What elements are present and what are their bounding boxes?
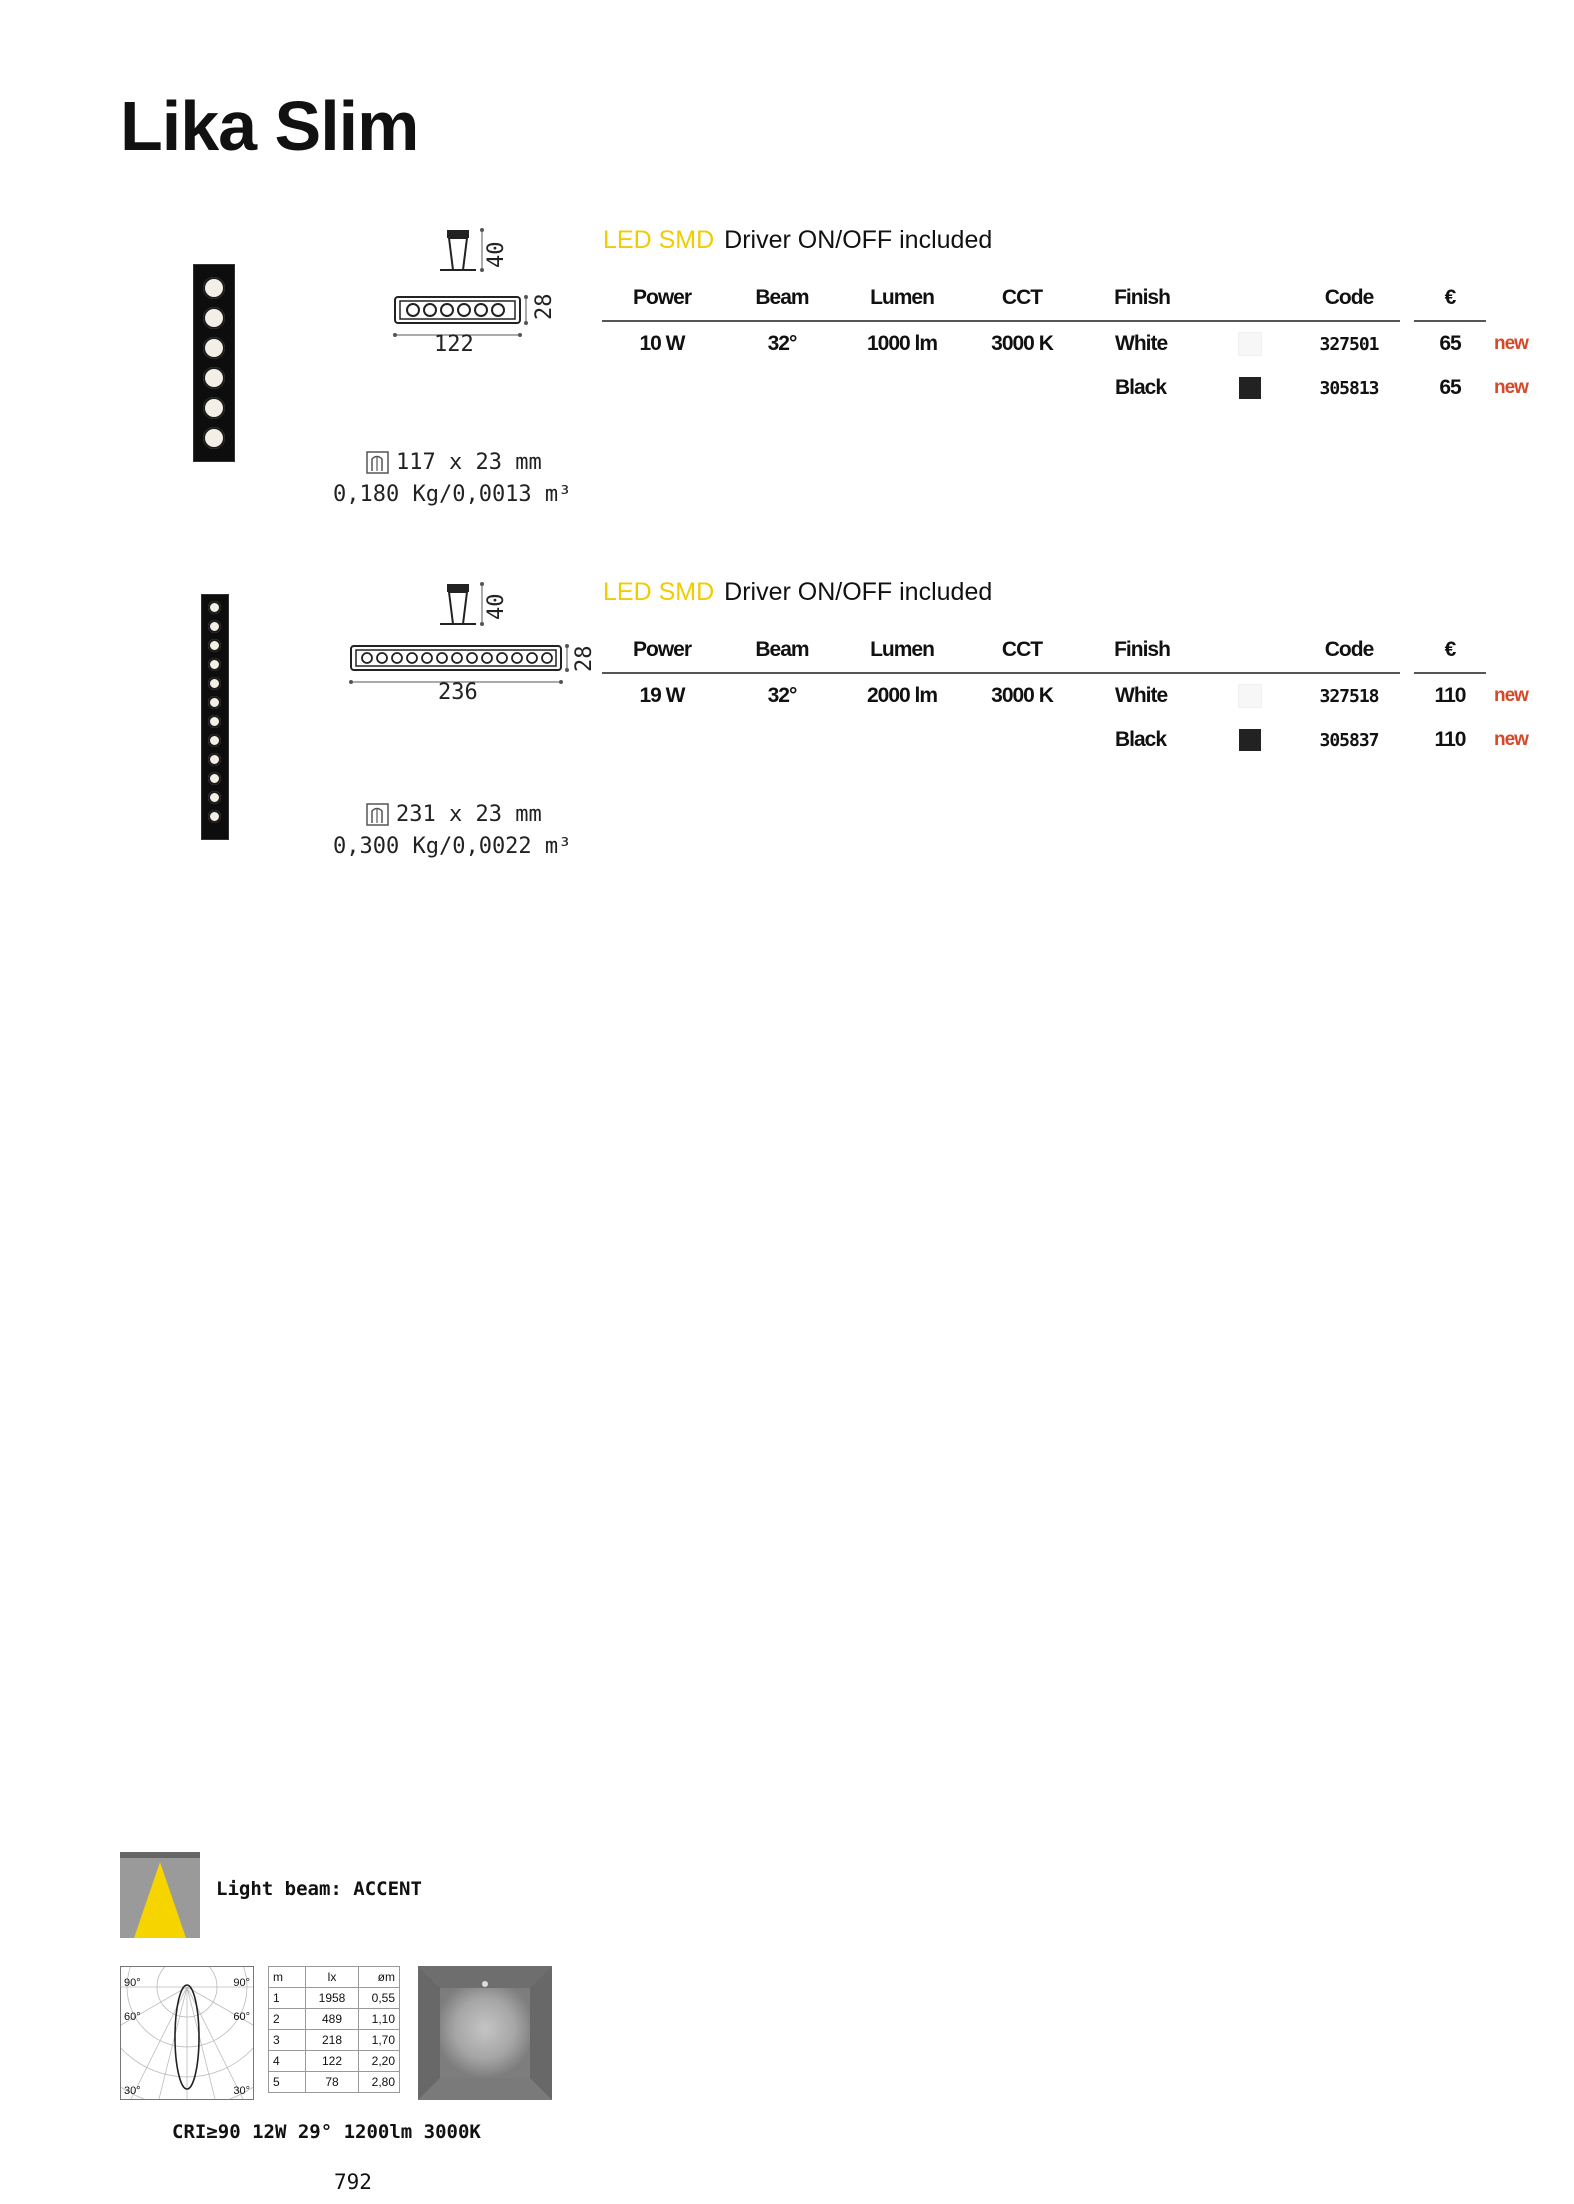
cutout-size (366, 802, 542, 827)
product-block (0, 572, 1574, 912)
width-dimension: 122 (434, 332, 474, 357)
white-swatch (1238, 684, 1262, 708)
cutout-text: 231 x 23 mm (396, 802, 542, 827)
table-row (602, 366, 1546, 410)
product-code: 327501 (1319, 333, 1379, 355)
table-row (269, 2030, 400, 2051)
price-value: 65 (1439, 376, 1461, 399)
table-cell: 4 (269, 2051, 306, 2072)
driver-info: Driver ON/OFF included (724, 578, 993, 606)
finish-value: Black (1115, 728, 1167, 751)
table-cell: 0,55 (359, 1988, 400, 2009)
black-swatch (1239, 729, 1261, 751)
spec-table (602, 628, 1546, 762)
product-code: 305813 (1319, 377, 1379, 399)
table-cell: 1 (269, 1988, 306, 2009)
driver-info: Driver ON/OFF included (724, 226, 993, 254)
beam-value: 32° (767, 332, 797, 355)
table-cell: 78 (306, 2072, 359, 2093)
white-swatch (1238, 332, 1262, 356)
table-header: lx (306, 1967, 359, 1988)
table-cell: 3 (269, 2030, 306, 2051)
header-finish: Finish (1082, 276, 1202, 321)
table-cell: 122 (306, 2051, 359, 2072)
polar-label: 90° (233, 1977, 250, 1989)
cutout-size (366, 450, 542, 475)
product-code: 305837 (1319, 729, 1379, 751)
table-cell: 218 (306, 2030, 359, 2051)
product-heading (603, 578, 992, 607)
new-badge: new (1494, 332, 1528, 354)
cutout-icon (366, 451, 390, 475)
black-swatch (1239, 377, 1261, 399)
spec-table (602, 276, 1546, 410)
header-lumen: Lumen (842, 628, 962, 673)
header-cct: CCT (962, 276, 1082, 321)
table-cell: 2 (269, 2009, 306, 2030)
table-cell: 1958 (306, 1988, 359, 2009)
photometric-summary: CRI≥90 12W 29° 1200lm 3000K (172, 2121, 481, 2143)
new-badge: new (1494, 684, 1528, 706)
table-cell: 2,20 (359, 2051, 400, 2072)
finish-value: Black (1115, 376, 1167, 399)
table-row (269, 1988, 400, 2009)
price-value: 110 (1434, 684, 1466, 707)
product-heading (603, 226, 992, 255)
cct-value: 3000 K (991, 332, 1053, 355)
finish-value: White (1115, 684, 1168, 707)
table-header: øm (359, 1967, 400, 1988)
table-header: m (269, 1967, 306, 1988)
page-number: 792 (334, 2170, 372, 2194)
table-cell: 2,80 (359, 2072, 400, 2093)
table-cell: 5 (269, 2072, 306, 2093)
power-value: 10 W (639, 332, 685, 355)
polar-label: 30° (124, 2085, 141, 2097)
cutout-icon (366, 803, 390, 827)
polar-label: 30° (233, 2085, 250, 2097)
cct-value: 3000 K (991, 684, 1053, 707)
header-lumen: Lumen (842, 276, 962, 321)
width-dimension: 236 (438, 680, 478, 705)
weight-volume: 0,180 Kg/0,0013 m³ (333, 482, 572, 507)
header-cct: CCT (962, 628, 1082, 673)
header-beam: Beam (722, 276, 842, 321)
lumen-value: 1000 lm (866, 332, 938, 355)
power-value: 19 W (639, 684, 685, 707)
table-cell: 1,10 (359, 2009, 400, 2030)
header-finish: Finish (1082, 628, 1202, 673)
product-photo (193, 264, 235, 462)
table-row (269, 2072, 400, 2093)
new-badge: new (1494, 729, 1528, 750)
table-cell: 489 (306, 2009, 359, 2030)
table-row (269, 2009, 400, 2030)
light-beam-label: Light beam: ACCENT (216, 1878, 422, 1900)
header-power: Power (602, 628, 722, 673)
product-block (0, 220, 1574, 560)
light-render-image (418, 1966, 552, 2100)
price-value: 110 (1434, 728, 1466, 751)
header-beam: Beam (722, 628, 842, 673)
height-dimension: 40 (484, 241, 509, 268)
cutout-text: 117 x 23 mm (396, 450, 542, 475)
table-row (602, 718, 1546, 762)
beam-value: 32° (767, 684, 797, 707)
polar-label: 90° (124, 1977, 141, 1989)
header-code: Code (1298, 628, 1400, 673)
polar-label: 60° (233, 2011, 250, 2023)
table-cell: 1,70 (359, 2030, 400, 2051)
light-beam-icon (120, 1852, 200, 1938)
page-title: Lika Slim (120, 87, 419, 165)
depth-dimension: 28 (572, 645, 597, 672)
polar-label: 60° (124, 2011, 141, 2023)
header-code: Code (1298, 276, 1400, 321)
finish-value: White (1115, 332, 1168, 355)
table-row (269, 2051, 400, 2072)
weight-volume: 0,300 Kg/0,0022 m³ (333, 834, 572, 859)
table-row (602, 673, 1546, 718)
led-type: LED SMD (603, 226, 715, 254)
header-price: € (1414, 628, 1486, 673)
header-price: € (1414, 276, 1486, 321)
header-power: Power (602, 276, 722, 321)
polar-diagram (120, 1966, 254, 2100)
product-photo (201, 594, 229, 840)
depth-dimension: 28 (532, 293, 557, 320)
table-row (602, 321, 1546, 366)
illuminance-table (268, 1966, 400, 2093)
new-badge: new (1494, 377, 1528, 398)
height-dimension: 40 (484, 593, 509, 620)
lumen-value: 2000 lm (866, 684, 938, 707)
product-code: 327518 (1319, 685, 1379, 707)
price-value: 65 (1439, 332, 1461, 355)
led-type: LED SMD (603, 578, 715, 606)
